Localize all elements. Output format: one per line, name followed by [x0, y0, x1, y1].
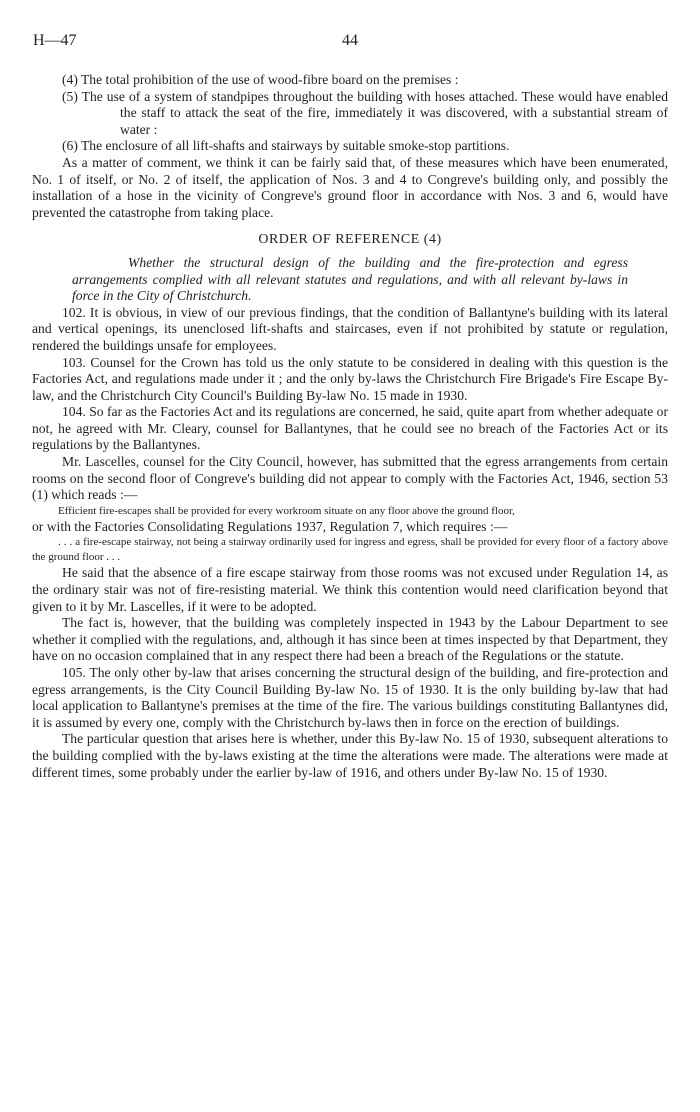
- list-item: (5) The use of a system of standpipes throughout the building with hoses attached. These would have enabled the staff to attack the seat of the fire, immediately it was discovered, with a substantial stream of water :: [62, 88, 668, 137]
- paragraph-105: 105. The only other by-law that arises concerning the structural design of the building, and fire-protection and egress arrangements, is the City Council Building By-law No. 15 of 1930. It is the only building by-law that had local application to Ballantyne's premises at the time of the fire. The various buildings constituting Ballantynes did, it is assumed by every one, comply with the Christchurch by-laws then in force on the erection of buildings.: [32, 665, 668, 730]
- paragraph-102: 102. It is obvious, in view of our previous findings, that the condition of Ballantyne's building with its lateral and vertical openings, its unenclosed lift-shafts and staircases, even if not prohibited by statute or regulation, rendered the buildings unsafe for employees.: [32, 304, 668, 353]
- document-body: [32, 72, 668, 781]
- paragraph-103: 103. Counsel for the Crown has told us the only statute to be considered in dealing with this question is the Factories Act, and regulations made under it ; and the only by-laws the Christchurch Fire Brigade's Fire Escape By-law, and the Christchurch City Council's Building By-law No. 15 made in 1930.: [32, 354, 668, 403]
- section-subheading: Whether the structural design of the building and the fire-protection and egress arrangements complied with all relevant statutes and regulations, and with all relevant by-laws in force in the City of Christchurch.: [72, 254, 628, 304]
- paragraph-comment: As a matter of comment, we think it can be fairly said that, of these measures which have been enumerated, No. 1 of itself, or No. 2 of itself, the application of Nos. 3 and 4 to Congreve's building only, and possibly the installation of a hose in the vicinity of Congreve's ground floor in accordance with Nos. 3 and 6, would have prevented the catastrophe from taking place.: [32, 154, 668, 220]
- paragraph-104: 104. So far as the Factories Act and its regulations are concerned, he said, quite apart from whether adequate or not, he agreed with Mr. Cleary, counsel for Ballantynes, that he could see no breach of the Factories Act or its regulations by the Ballantynes.: [32, 404, 668, 453]
- quotation-section-53: Efficient fire-escapes shall be provided for every workroom situate on any floor above the ground floor,: [58, 504, 515, 517]
- list-item: (6) The enclosure of all lift-shafts and stairways by suitable smoke-stop partitions.: [62, 138, 510, 154]
- report-reference: H—47: [33, 32, 77, 49]
- page-number: 44: [342, 32, 358, 49]
- paragraph-particular-question: The particular question that arises here is whether, under this By-law No. 15 of 1930, subsequent alterations to the building complied with the by-laws existing at the time the alterations were made. The alterations were made at different times, some probably under the earlier by-law of 1916, and others under By-law No. 15 of 1930.: [32, 731, 668, 780]
- paragraph-fact: The fact is, however, that the building was completely inspected in 1943 by the Labour Department to see whether it complied with the regulations, and, although it has since been at times inspected by that Department, they have on no occasion complained that in any respect there had been a breach of the Regulations or the statute.: [32, 615, 668, 664]
- page-header: [33, 32, 667, 52]
- list-item: (4) The total prohibition of the use of wood-fibre board on the premises :: [62, 72, 459, 87]
- paragraph-he-said: He said that the absence of a fire escape stairway from those rooms was not excused under Regulation 14, as the ordinary stair was not of fire-resisting material. We think this contention would need clarification beyond that given to it by Mr. Lascelles, if it were to be adopted.: [32, 565, 668, 614]
- paragraph-regulation-7: or with the Factories Consolidating Regulations 1937, Regulation 7, which requires :—: [32, 518, 508, 534]
- paragraph-lascelles: Mr. Lascelles, counsel for the City Council, however, has submitted that the egress arrangements from certain rooms on the second floor of Congreve's building did not appear to comply with the Factories Act, 1946, section 53 (1) which reads :—: [32, 454, 668, 503]
- quotation-regulation-7: . . . a fire-escape stairway, not being a stairway ordinarily used for ingress and egress, shall be provided for every floor of a factory above the ground floor . . .: [32, 536, 668, 564]
- section-heading: ORDER OF REFERENCE (4): [258, 232, 442, 248]
